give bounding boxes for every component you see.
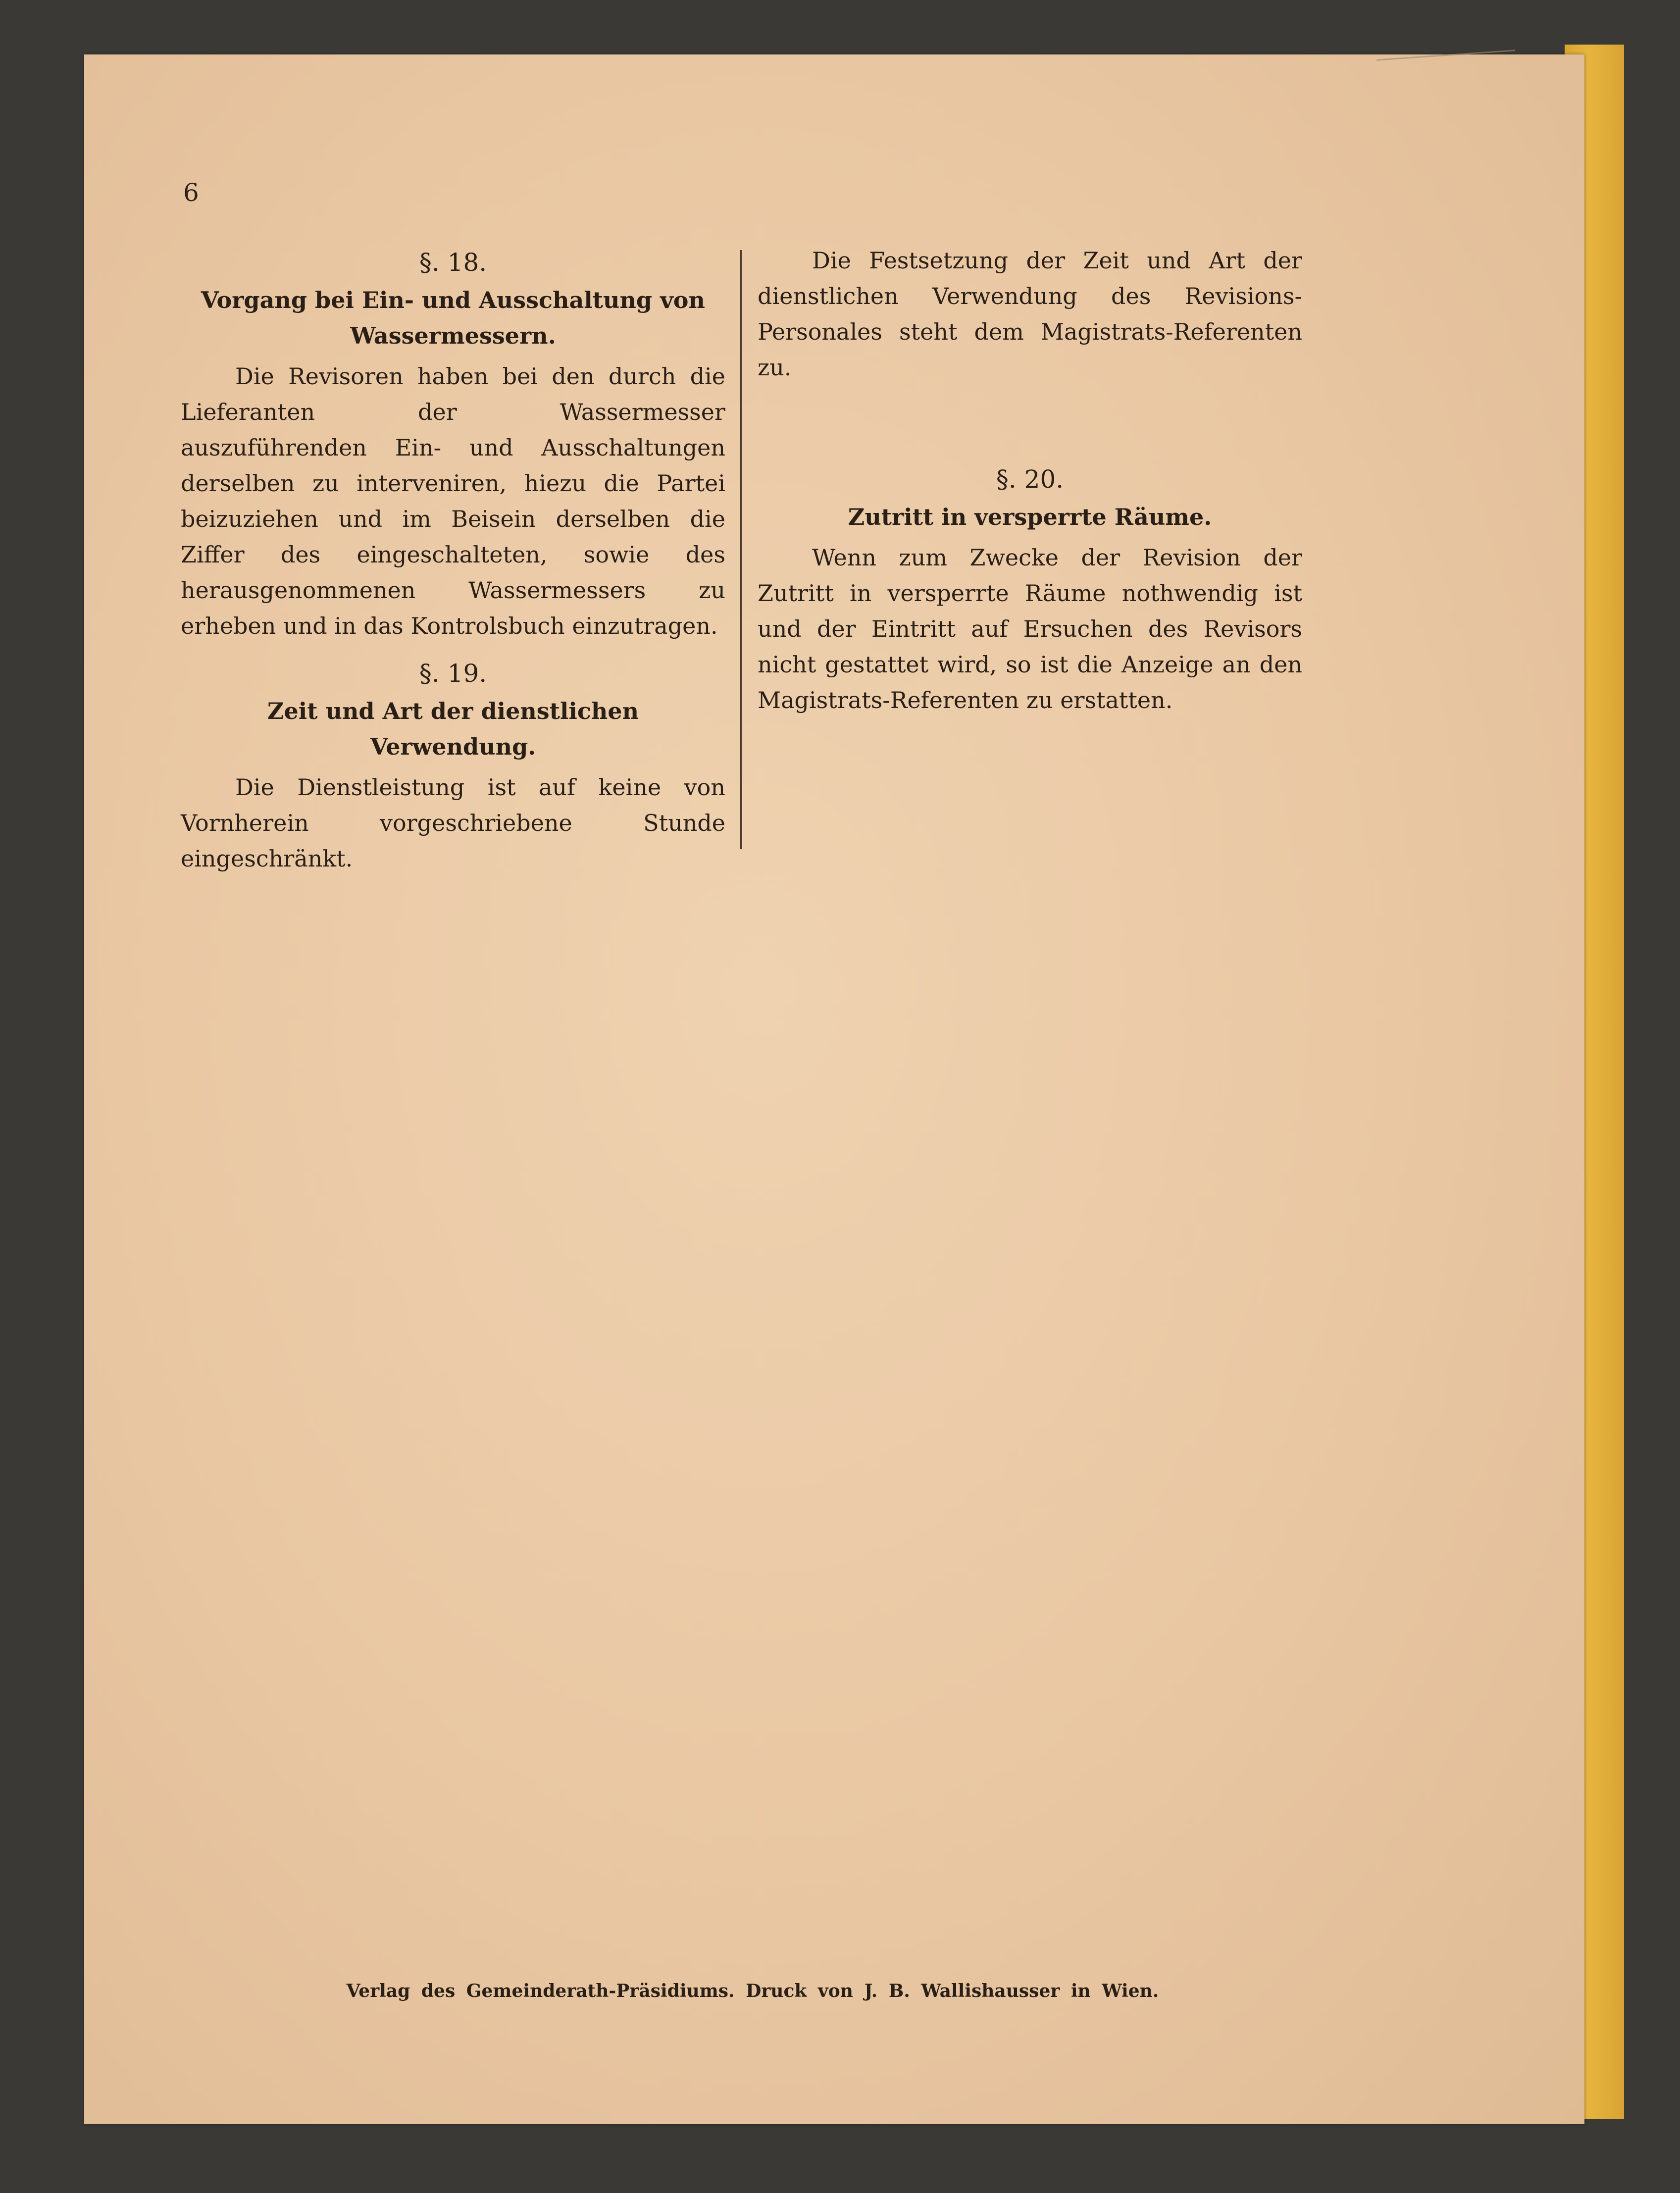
right-column	[758, 243, 1302, 718]
section-19-title: §. 19.	[419, 659, 487, 688]
section-20-title: §. 20.	[996, 465, 1064, 494]
left-column	[181, 243, 725, 876]
section-18-title: §. 18.	[419, 248, 487, 277]
section-19-continuation: Die Festsetzung der Zeit und Art der dienstlichen Verwendung des Revisions-Personales steht dem Magistrats-Referenten zu.	[758, 247, 1302, 381]
page-number: 6	[183, 178, 199, 207]
column-divider	[740, 250, 742, 849]
section-20-heading: Zutritt in versperrte Räume.	[848, 504, 1212, 530]
section-20-text: Wenn zum Zwecke der Revision der Zutritt in versperrte Räume nothwendig ist und der Eintritt auf Ersuchen des Revisors nicht gestattet wird, so ist die Anzeige an den Magistrats-Referenten zu erstatten.	[758, 544, 1302, 714]
imprint-footer: Verlag des Gemeinderath-Präsidiums. Druck von J. B. Wallishausser in Wien.	[346, 1981, 1159, 2001]
section-18-heading: Vorgang bei Ein- und Ausschaltung von Wassermessern.	[201, 287, 705, 349]
section-19-heading: Zeit und Art der dienstlichen Verwendung.	[267, 698, 639, 760]
section-19-text: Die Dienstleistung ist auf keine von Vornherein vorgeschriebene Stunde eingeschränkt.	[181, 774, 725, 872]
section-18-text: Die Revisoren haben bei den durch die Lieferanten der Wassermesser auszuführenden Ein- und Ausschaltungen derselben zu interveniren, hiezu die Partei beizuziehen und im Beisein derselben die Ziffer des eingeschalteten, sowie des herausgenommenen Wassermessers zu erheben und in das Kontrolsbuch einzutragen.	[181, 363, 725, 639]
